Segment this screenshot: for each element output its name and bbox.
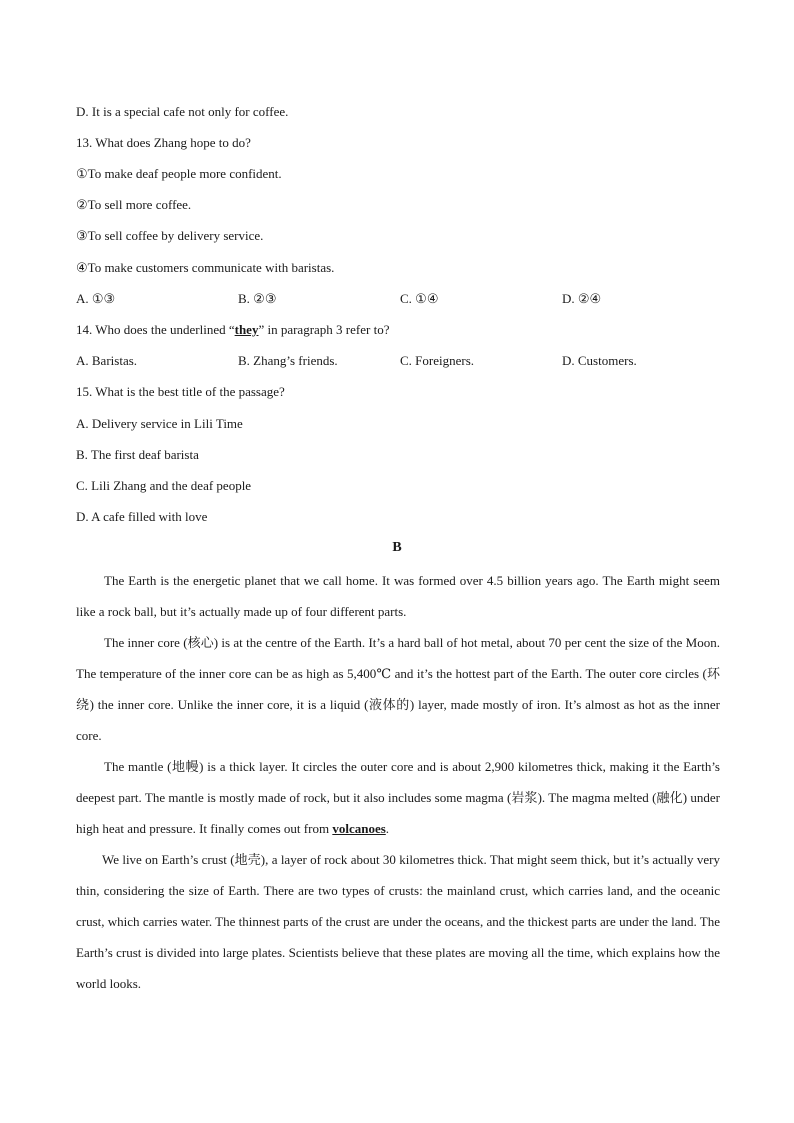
q13-question: 13. What does Zhang hope to do?: [76, 135, 251, 150]
q14-option-b: B. Zhang’s friends.: [238, 353, 338, 368]
q14-option-d: D. Customers.: [562, 353, 637, 368]
q13-option-c: C. ①④: [400, 291, 439, 306]
q14-option-a: A. Baristas.: [76, 353, 138, 368]
q13-option-a: A. ①③: [76, 291, 116, 306]
section-b-text: [76, 565, 720, 999]
q15-option-d: D. A cafe filled with love: [76, 509, 208, 524]
q13-option-b: B. ②③: [238, 291, 277, 306]
q13-item-3: ③To sell coffee by delivery service.: [76, 228, 264, 243]
q15-option-a: A. Delivery service in Lili Time: [76, 416, 243, 431]
q15-question: 15. What is the best title of the passage?: [76, 384, 285, 399]
paragraph-3-end: .: [385, 821, 390, 836]
q13-item-4: ④To make customers communicate with baristas.: [76, 260, 335, 275]
paragraph-3-text: The mantle (地幔) is a thick layer. It circles the outer core and is about 2,900 kilometres thick, making it the Earth’s deepest part. The mantle is mostly made of rock, but it also includes some magma (岩浆). The magma melted (融化) under high heat and pressure. It finally comes out from: [76, 759, 720, 836]
q14-question-prefix: 14. Who does the underlined “: [76, 322, 235, 337]
q12-option-d: D. It is a special cafe not only for coffee.: [76, 104, 289, 119]
q13-option-d: D. ②④: [562, 291, 602, 306]
q13-item-1: ①To make deaf people more confident.: [76, 166, 282, 181]
paragraph-1: The Earth is the energetic planet that we call home. It was formed over 4.5 billion years ago. The Earth might seem like a rock ball, but it’s actually made up of four different parts.: [76, 573, 720, 619]
q13-options: [76, 291, 726, 307]
q14-option-c: C. Foreigners.: [400, 353, 475, 368]
paragraph-4: We live on Earth’s crust (地壳), a layer of rock about 30 kilometres thick. That might seem thick, but it’s actually very thin, considering the size of Earth. There are two types of crusts: the mainland crust, which carries land, and the oceanic crust, which carries water. The thinnest parts of the crust are under the oceans, and the thickest parts are under the land. The Earth’s crust is divided into large plates. Scientists believe that these plates are moving all the time, which explains how the world looks.: [76, 852, 720, 991]
q15-option-b: B. The first deaf barista: [76, 447, 199, 462]
paragraph-3: [76, 751, 720, 844]
q14-options: [76, 353, 726, 369]
underlined-word-volcanoes: volcanoes: [332, 821, 386, 836]
q14-underlined-word: they: [234, 322, 259, 337]
q14-question: [76, 322, 389, 338]
q14-question-suffix: ” in paragraph 3 refer to?: [258, 322, 390, 337]
q15-option-c: C. Lili Zhang and the deaf people: [76, 478, 252, 493]
section-b-heading: B: [392, 540, 402, 555]
q13-item-2: ②To sell more coffee.: [76, 197, 192, 212]
paragraph-2: The inner core (核心) is at the centre of the Earth. It’s a hard ball of hot metal, about 70 per cent the size of the Moon. The temperature of the inner core can be as high as 5,400℃ and it’s the hottest part of the Earth. The outer core circles (环绕) the inner core. Unlike the inner core, it is a liquid (液体的) layer, made mostly of iron. It’s almost as hot as the inner core.: [76, 635, 720, 743]
